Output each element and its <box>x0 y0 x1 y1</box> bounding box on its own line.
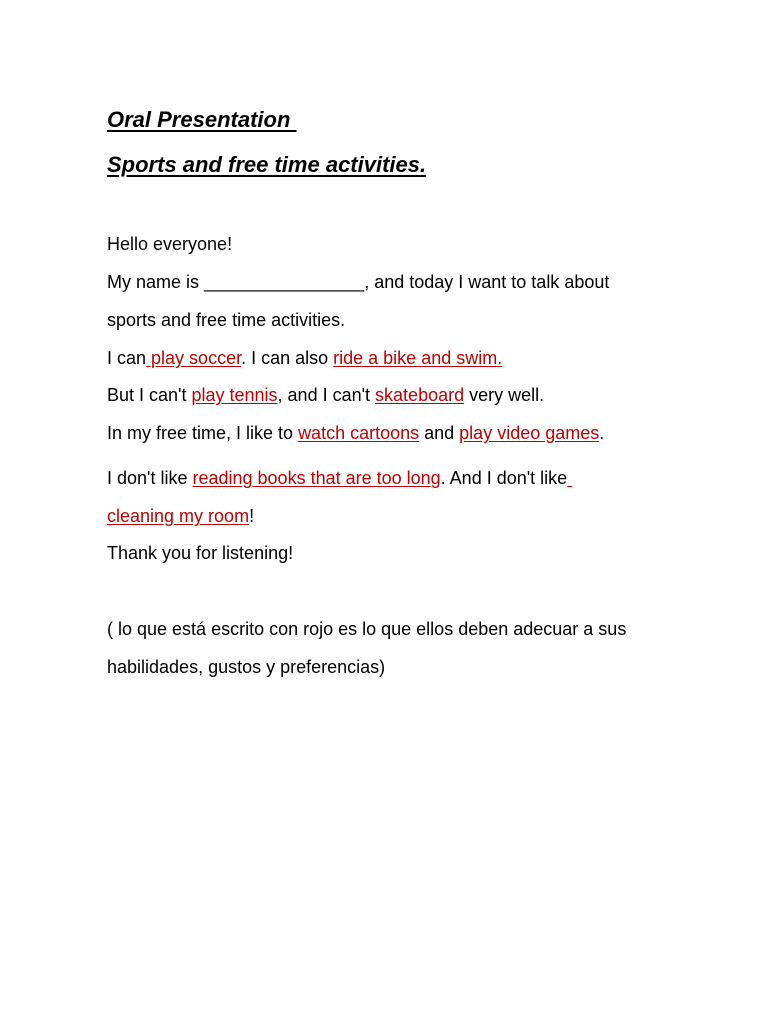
like-activity-2: play video games <box>459 423 600 443</box>
dislike-line <box>107 467 572 489</box>
like-text-3: . <box>599 423 605 443</box>
dislike-text-2: . And I don't like <box>440 468 568 488</box>
cant-line <box>107 384 544 406</box>
document-subtitle: Sports and free time activities. <box>107 152 427 177</box>
dislike-activity-1: reading books that are too long <box>192 468 441 488</box>
can-line <box>107 347 502 369</box>
dislike-activity-2: cleaning my room <box>107 506 250 526</box>
thanks-line: Thank you for listening! <box>107 543 294 563</box>
dislike-text-1: I don't like <box>107 468 193 488</box>
like-activity-1: watch cartoons <box>298 423 420 443</box>
dislike-line-continued <box>107 505 254 527</box>
can-activity-2: ride a bike and swim. <box>333 348 503 368</box>
can-activity-1: play soccer <box>146 348 242 368</box>
like-text-1: In my free time, I like to <box>107 423 299 443</box>
teacher-note: ( lo que está escrito con rojo es lo que ellos deben adecuar a sus <box>107 619 627 639</box>
can-text-1: I can <box>107 348 147 368</box>
name-line-continued: sports and free time activities. <box>107 310 346 330</box>
like-text-2: and <box>419 423 460 443</box>
dislike-text-3: ! <box>249 506 255 526</box>
cant-text-1: But I can't <box>107 385 192 405</box>
cant-activity-1: play tennis <box>191 385 278 405</box>
greeting-line: Hello everyone! <box>107 234 233 254</box>
like-line <box>107 422 604 444</box>
can-text-2: . I can also <box>241 348 334 368</box>
document-title: Oral Presentation <box>107 107 297 132</box>
teacher-note-continued: habilidades, gustos y preferencias) <box>107 657 386 677</box>
name-line: My name is ________________, and today I want to talk about <box>107 272 610 292</box>
cant-text-3: very well. <box>464 385 545 405</box>
cant-text-2: , and I can't <box>277 385 376 405</box>
cant-activity-2: skateboard <box>375 385 465 405</box>
dislike-underline-space <box>567 468 572 488</box>
